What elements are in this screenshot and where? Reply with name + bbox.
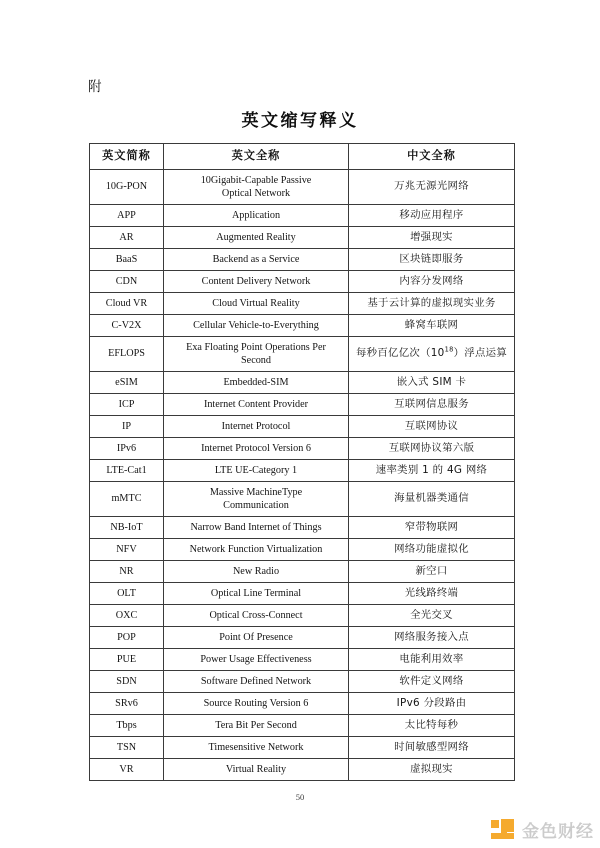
page-title: 英文缩写释义	[241, 111, 359, 130]
cell-english-full: Timesensitive Network	[164, 737, 349, 759]
cell-chinese-full: 万兆无源光网络	[349, 170, 515, 205]
cell-chinese-full: 互联网协议	[349, 416, 515, 438]
table-row	[90, 337, 515, 372]
cell-chinese-full: 海量机器类通信	[349, 482, 515, 517]
cell-english-full: Point Of Presence	[164, 627, 349, 649]
cell-abbreviation: 10G-PON	[90, 170, 164, 205]
cell-english-line: Optical Network	[221, 188, 291, 199]
table-row	[90, 394, 515, 416]
cell-chinese-full: 区块链即服务	[349, 249, 515, 271]
cell-chinese-full	[349, 337, 515, 372]
cell-english-full: Internet Protocol	[164, 416, 349, 438]
cell-abbreviation: mMTC	[90, 482, 164, 517]
cell-abbreviation: IP	[90, 416, 164, 438]
table-row	[90, 605, 515, 627]
watermark-label: 金色财经	[522, 822, 594, 842]
cell-english-full: Optical Line Terminal	[164, 583, 349, 605]
cell-chinese-superscript: 18	[444, 345, 454, 354]
glossary-table	[89, 143, 515, 781]
table-row	[90, 517, 515, 539]
cell-chinese-full: 内容分发网络	[349, 271, 515, 293]
cell-abbreviation: PUE	[90, 649, 164, 671]
cell-chinese-full: 虚拟现实	[349, 759, 515, 781]
cell-chinese-full: 光线路终端	[349, 583, 515, 605]
table-row	[90, 693, 515, 715]
cell-english-full: Internet Protocol Version 6	[164, 438, 349, 460]
cell-english-full: Content Delivery Network	[164, 271, 349, 293]
table-row	[90, 416, 515, 438]
cell-chinese-full: 蜂窝车联网	[349, 315, 515, 337]
column-header-abbreviation: 英文简称	[90, 144, 164, 170]
cell-chinese-text-tail: ）浮点运算	[453, 347, 508, 360]
cell-abbreviation: NR	[90, 561, 164, 583]
cell-chinese-full: 速率类别 1 的 4G 网络	[349, 460, 515, 482]
cell-english-full: Tera Bit Per Second	[164, 715, 349, 737]
cell-abbreviation: BaaS	[90, 249, 164, 271]
cell-chinese-full: 网络服务接入点	[349, 627, 515, 649]
cell-chinese-full: 电能利用效率	[349, 649, 515, 671]
cell-english-full: Narrow Band Internet of Things	[164, 517, 349, 539]
cell-abbreviation: SRv6	[90, 693, 164, 715]
table-row	[90, 249, 515, 271]
cell-abbreviation: CDN	[90, 271, 164, 293]
cell-english-full: Software Defined Network	[164, 671, 349, 693]
cell-english-line: Second	[241, 355, 271, 366]
cell-abbreviation: Tbps	[90, 715, 164, 737]
table-row	[90, 715, 515, 737]
cell-chinese-full: 增强现实	[349, 227, 515, 249]
cell-abbreviation: VR	[90, 759, 164, 781]
cell-abbreviation: SDN	[90, 671, 164, 693]
cell-english-full: Augmented Reality	[164, 227, 349, 249]
table-row	[90, 671, 515, 693]
cell-english-full	[164, 337, 349, 372]
cell-english-full: Embedded-SIM	[164, 372, 349, 394]
cell-english-line: 10Gigabit-Capable Passive	[200, 174, 312, 186]
cell-english-full: Cellular Vehicle-to-Everything	[164, 315, 349, 337]
cell-english-full: Cloud Virtual Reality	[164, 293, 349, 315]
cell-english-full: Application	[164, 205, 349, 227]
cell-abbreviation: Cloud VR	[90, 293, 164, 315]
cell-abbreviation: NFV	[90, 539, 164, 561]
cell-chinese-full: 嵌入式 SIM 卡	[349, 372, 515, 394]
cell-english-full: Network Function Virtualization	[164, 539, 349, 561]
cell-english-line: Massive MachineType	[209, 486, 303, 498]
cell-abbreviation: POP	[90, 627, 164, 649]
cell-english-full: LTE UE-Category 1	[164, 460, 349, 482]
cell-abbreviation: OLT	[90, 583, 164, 605]
table-body	[90, 170, 515, 781]
table-row	[90, 482, 515, 517]
watermark	[491, 817, 594, 842]
cell-chinese-full: 窄带物联网	[349, 517, 515, 539]
table-row	[90, 271, 515, 293]
cell-chinese-full: 全光交叉	[349, 605, 515, 627]
cell-english-full: Source Routing Version 6	[164, 693, 349, 715]
cell-chinese-full: 网络功能虚拟化	[349, 539, 515, 561]
cell-chinese-full: IPv6 分段路由	[349, 693, 515, 715]
cell-english-full: Optical Cross-Connect	[164, 605, 349, 627]
jinse-logo-icon	[491, 817, 516, 842]
table-header	[90, 144, 515, 170]
cell-chinese-full: 软件定义网络	[349, 671, 515, 693]
cell-english-full: Virtual Reality	[164, 759, 349, 781]
cell-abbreviation: LTE-Cat1	[90, 460, 164, 482]
cell-chinese-full: 移动应用程序	[349, 205, 515, 227]
table-row	[90, 539, 515, 561]
cell-chinese-full: 互联网信息服务	[349, 394, 515, 416]
cell-abbreviation: C-V2X	[90, 315, 164, 337]
cell-english-line: Exa Floating Point Operations Per	[186, 341, 326, 353]
table-row	[90, 737, 515, 759]
table-row	[90, 627, 515, 649]
table-row	[90, 372, 515, 394]
column-header-chinese-full: 中文全称	[349, 144, 515, 170]
cell-abbreviation: EFLOPS	[90, 337, 164, 372]
cell-abbreviation: OXC	[90, 605, 164, 627]
cell-abbreviation: APP	[90, 205, 164, 227]
cell-english-full	[164, 170, 349, 205]
cell-abbreviation: IPv6	[90, 438, 164, 460]
table-row	[90, 438, 515, 460]
cell-english-line: Communication	[223, 500, 289, 511]
cell-english-full: Power Usage Effectiveness	[164, 649, 349, 671]
cell-chinese-text: 每秒百亿亿次（10	[355, 347, 445, 360]
cell-english-full: Backend as a Service	[164, 249, 349, 271]
cell-chinese-full: 基于云计算的虚拟现实业务	[349, 293, 515, 315]
cell-chinese-full: 时间敏感型网络	[349, 737, 515, 759]
cell-abbreviation: AR	[90, 227, 164, 249]
table-row	[90, 460, 515, 482]
table-header-row	[90, 144, 515, 170]
cell-chinese-full: 互联网协议第六版	[349, 438, 515, 460]
cell-english-full	[164, 482, 349, 517]
cell-chinese-full: 新空口	[349, 561, 515, 583]
table-row	[90, 561, 515, 583]
appendix-marker: 附	[88, 79, 102, 94]
table-row	[90, 205, 515, 227]
table-row	[90, 293, 515, 315]
cell-abbreviation: NB-IoT	[90, 517, 164, 539]
cell-abbreviation: TSN	[90, 737, 164, 759]
table-row	[90, 583, 515, 605]
table-row	[90, 315, 515, 337]
cell-abbreviation: ICP	[90, 394, 164, 416]
table-row	[90, 649, 515, 671]
cell-english-full: Internet Content Provider	[164, 394, 349, 416]
column-header-english-full: 英文全称	[164, 144, 349, 170]
cell-chinese-full: 太比特每秒	[349, 715, 515, 737]
table-row	[90, 170, 515, 205]
page-number: 50	[295, 792, 305, 802]
table-row	[90, 759, 515, 781]
cell-english-full: New Radio	[164, 561, 349, 583]
glossary-table-container	[89, 143, 514, 781]
table-row	[90, 227, 515, 249]
cell-abbreviation: eSIM	[90, 372, 164, 394]
